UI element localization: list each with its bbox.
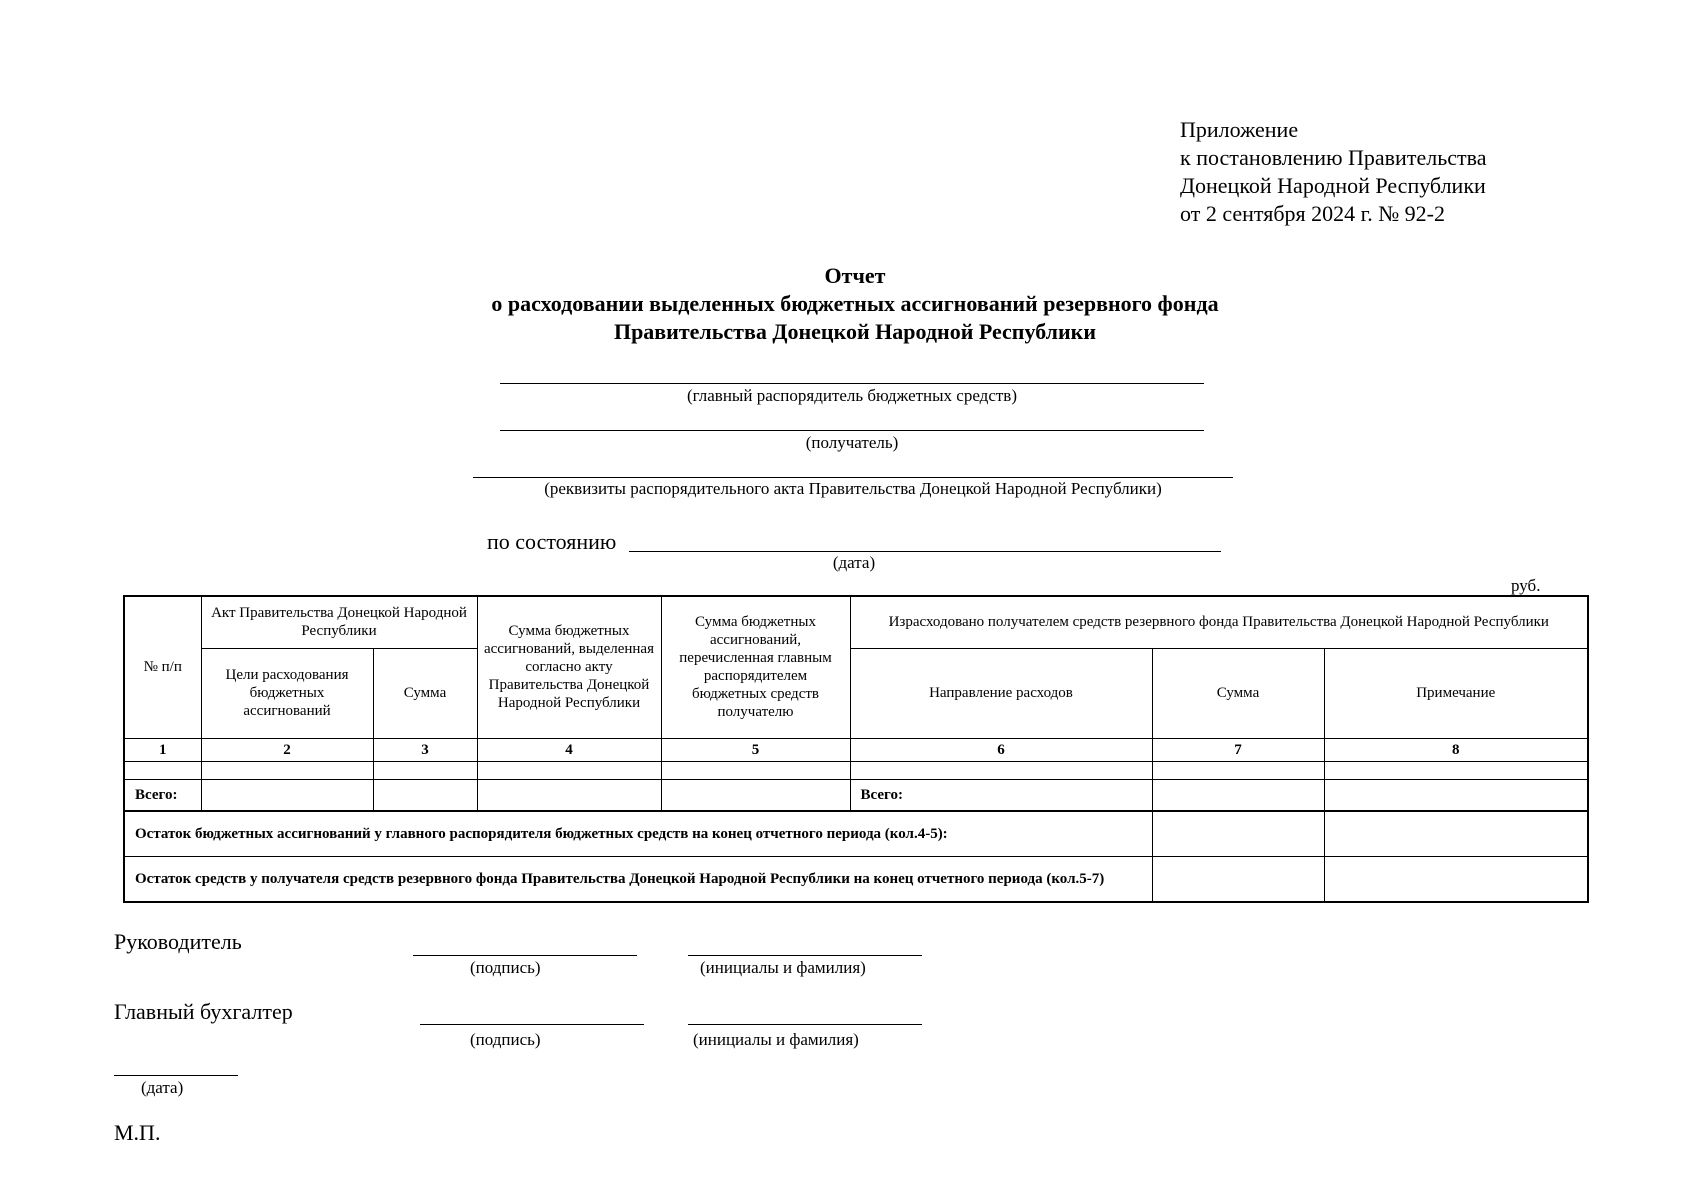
table-cell[interactable]: [1152, 779, 1324, 811]
main-manager-caption: (главный распорядитель бюджетных средств): [687, 386, 1017, 405]
header-direction: Направление расходов: [850, 648, 1152, 738]
document-title: Отчет: [824, 263, 886, 288]
appendix-line: Донецкой Народной Республики: [1180, 173, 1486, 198]
act-details-line[interactable]: [473, 477, 1233, 478]
currency-label: руб.: [1511, 576, 1541, 595]
initials-caption: (инициалы и фамилия): [693, 1030, 859, 1049]
main-manager-line[interactable]: [500, 383, 1204, 384]
total-label: Всего:: [124, 779, 201, 811]
date-caption: (дата): [832, 553, 876, 572]
column-number: 3: [373, 738, 477, 761]
date-line[interactable]: [114, 1075, 238, 1076]
remainder-recipient-label: Остаток средств у получателя средств резервного фонда Правительства Донецкой Народной Республики на конец отчетного периода (кол.5-7): [124, 856, 1152, 902]
appendix-line: к постановлению Правительства: [1180, 145, 1487, 170]
recipient-caption: (получатель): [805, 433, 899, 452]
report-table: [123, 595, 1589, 903]
table-cell[interactable]: [477, 761, 661, 779]
as-of-date-line[interactable]: [629, 551, 1221, 552]
table-cell[interactable]: [1152, 761, 1324, 779]
signature-caption: (подпись): [470, 1030, 541, 1049]
header-allocated: Сумма бюджетных ассигнований, выделенная согласно акту Правительства Донецкой Народной Республики: [477, 596, 661, 738]
table-cell[interactable]: [661, 779, 850, 811]
head-label: Руководитель: [114, 929, 242, 954]
appendix-block: [1180, 116, 1486, 228]
table-cell[interactable]: [661, 761, 850, 779]
table-row: [124, 761, 1588, 779]
accountant-signature-line[interactable]: [420, 1024, 644, 1025]
table-cell[interactable]: [124, 761, 201, 779]
accountant-initials-line[interactable]: [688, 1024, 922, 1025]
column-number: 6: [850, 738, 1152, 761]
remainder-row: [124, 811, 1588, 857]
header-spent: Израсходовано получателем средств резервного фонда Правительства Донецкой Народной Республики: [850, 596, 1588, 648]
column-number: 8: [1324, 738, 1588, 761]
column-number: 5: [661, 738, 850, 761]
header-transferred: Сумма бюджетных ассигнований, перечисленная главным распорядителем бюджетных средств получателю: [661, 596, 850, 738]
table-cell[interactable]: [1324, 761, 1588, 779]
table-cell[interactable]: [850, 761, 1152, 779]
table-cell[interactable]: [201, 779, 373, 811]
table-cell[interactable]: [1152, 811, 1324, 857]
table-cell[interactable]: [1324, 856, 1588, 902]
table-cell[interactable]: [477, 779, 661, 811]
appendix-line: Приложение: [1180, 117, 1299, 142]
initials-caption: (инициалы и фамилия): [700, 958, 866, 977]
header-goals: Цели расходования бюджетных ассигнований: [201, 648, 373, 738]
chief-accountant-label: Главный бухгалтер: [114, 999, 293, 1024]
header-act: Акт Правительства Донецкой Народной Республики: [201, 596, 477, 648]
appendix-line: от 2 сентября 2024 г. № 92-2: [1180, 201, 1446, 226]
document-subtitle: о расходовании выделенных бюджетных ассигнований резервного фонда: [491, 291, 1219, 316]
table-cell[interactable]: [1324, 779, 1588, 811]
document-subtitle: Правительства Донецкой Народной Республики: [613, 319, 1097, 344]
header-sum2: Сумма: [1152, 648, 1324, 738]
stamp-label: М.П.: [114, 1120, 161, 1145]
table-cell[interactable]: [1324, 811, 1588, 857]
column-number: 1: [124, 738, 201, 761]
total-label: Всего:: [850, 779, 1152, 811]
header-num: № п/п: [124, 596, 201, 738]
table-cell[interactable]: [373, 779, 477, 811]
column-number: 4: [477, 738, 661, 761]
as-of-label: по состоянию: [487, 529, 617, 554]
table-cell[interactable]: [1152, 856, 1324, 902]
table-cell[interactable]: [201, 761, 373, 779]
date-caption-bottom: (дата): [141, 1078, 184, 1097]
remainder-manager-label: Остаток бюджетных ассигнований у главного распорядителя бюджетных средств на конец отчетного периода (кол.4-5):: [124, 811, 1152, 857]
column-number: 2: [201, 738, 373, 761]
signature-caption: (подпись): [470, 958, 541, 977]
total-row: [124, 779, 1588, 811]
header-note: Примечание: [1324, 648, 1588, 738]
header-sum: Сумма: [373, 648, 477, 738]
head-signature-line[interactable]: [413, 955, 637, 956]
head-initials-line[interactable]: [688, 955, 922, 956]
remainder-row: [124, 856, 1588, 902]
column-number: 7: [1152, 738, 1324, 761]
act-details-caption: (реквизиты распорядительного акта Правительства Донецкой Народной Республики): [544, 479, 1162, 498]
table-cell[interactable]: [373, 761, 477, 779]
recipient-line[interactable]: [500, 430, 1204, 431]
